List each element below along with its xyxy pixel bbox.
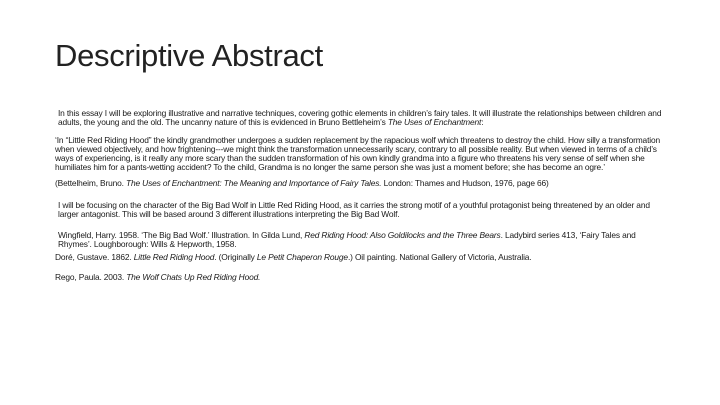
rego-work-title: The Wolf Chats Up Red Riding Hood. [126, 271, 261, 282]
focus-paragraph: I will be focusing on the character of the Big Bad Wolf in Little Red Riding Hood, as it carries the strong motif of a youthful protagonist being threatened by an older and larger antagonist. This will be based around 3 different illustrations interpreting the Big Bad Wolf. [58, 200, 650, 220]
citation-publisher: London: Thames and Hudson, 1976, page 66) [381, 178, 549, 189]
rego-author: Rego, Paula. 2003. [55, 271, 127, 282]
slide-body [55, 109, 667, 282]
reference-wingfield [55, 231, 667, 249]
slide-title: Descriptive Abstract [55, 38, 323, 73]
dore-author: Doré, Gustave. 1862. [55, 251, 134, 262]
intro-book-title: The Uses of Enchantment [387, 116, 482, 127]
intro-paragraph [55, 109, 667, 127]
reference-rego [55, 273, 667, 282]
wingfield-book-title: Red Riding Hood: Also Goldilocks and the Three Bears [304, 230, 501, 241]
citation-book-title: The Uses of Enchantment: The Meaning and Importance of Fairy Tales. [126, 178, 382, 189]
dore-details: .) Oil painting. National Gallery of Victoria, Australia. [347, 251, 532, 262]
reference-dore [55, 253, 667, 262]
citation-paragraph [55, 179, 667, 188]
dore-original-title: Le Petit Chaperon Rouge [256, 251, 348, 262]
wingfield-author: Wingfield, Harry. 1958. ‘The Big Bad Wolf.’ Illustration. In Gilda Lund, [58, 230, 305, 241]
wingfield-series: . Ladybird series 413, ‘Fairy Tales and Rhymes’. Loughborough: Wills & Hepworth, 1958. [58, 230, 636, 250]
intro-text: In this essay I will be exploring illustrative and narrative techniques, covering gothic elements in children’s fairy tales. It will illustrate the relationships between children and adults, the young and the old. The uncanny nature of this is evidenced in Bruno Bettleheim’s [58, 108, 662, 127]
dore-originally: . (Originally [214, 251, 257, 262]
dore-work-title: Little Red Riding Hood [133, 251, 215, 262]
intro-colon: : [481, 116, 484, 127]
quote-paragraph: ‘In “Little Red Riding Hood” the kindly grandmother undergoes a sudden replacement by the rapacious wolf which threatens to destroy the child. How silly a transformation when viewed objectively, and how frightening---we might think the transformation unnecessarily scary, contrary to all possible reality. But when viewed in terms of a child’s ways of experiencing, is it really any more scary than the sudden transformation of his own kindly grandma into a figure who threatens his very sense of self when she humiliates him for a pants-wetting accident? To the child, Grandma is no longer the same person she was just a moment before; she has become an ogre.’ [55, 134, 660, 172]
citation-author: (Bettelheim, Bruno. [55, 178, 127, 189]
